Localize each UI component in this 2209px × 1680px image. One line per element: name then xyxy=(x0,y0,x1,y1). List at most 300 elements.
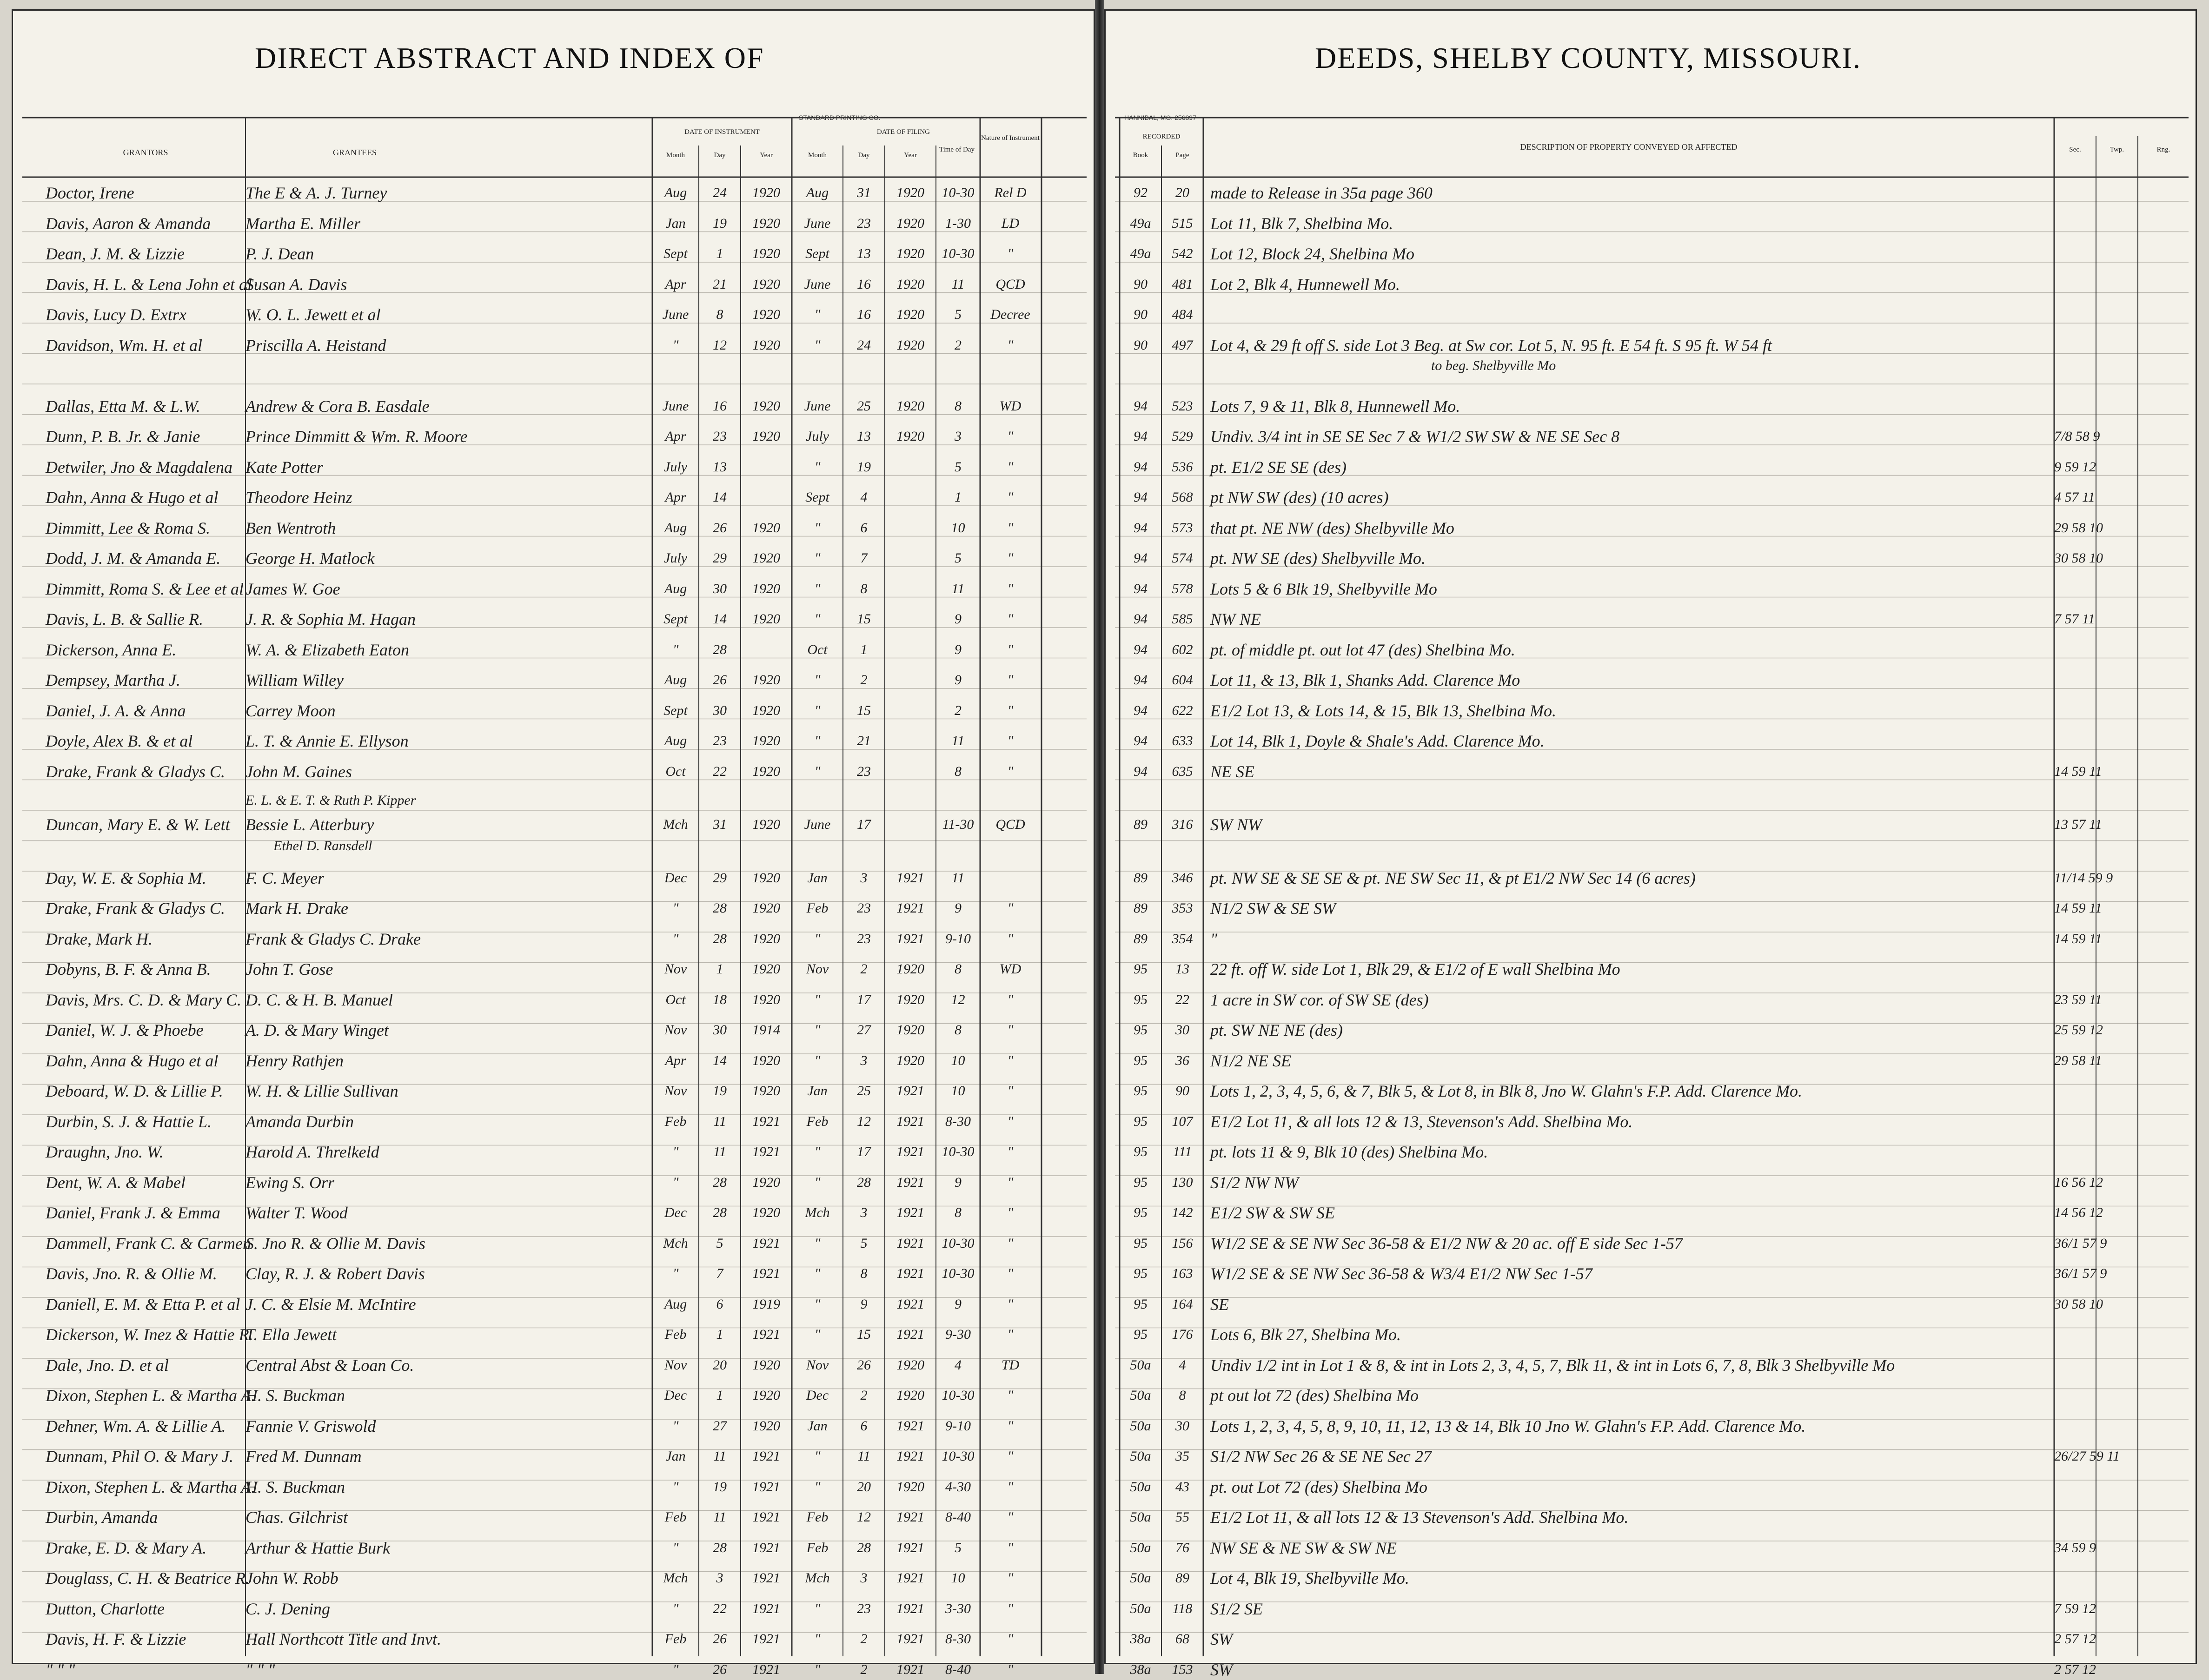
cell-f-month: Mch xyxy=(805,1570,830,1586)
cell-f-month: Nov xyxy=(806,961,829,977)
cell-f-month: " xyxy=(814,1449,821,1464)
header-twp: Twp. xyxy=(2109,146,2124,153)
cell-f-day: 16 xyxy=(857,307,871,322)
cell-nature: " xyxy=(1007,931,1014,946)
cell-nature: " xyxy=(1007,489,1014,505)
cell-f-month: " xyxy=(814,1022,821,1038)
cell-f-time: 9-10 xyxy=(945,931,971,946)
cell-book: 95 xyxy=(1134,1235,1148,1251)
cell-description: W1/2 SE & SE NW Sec 36-58 & E1/2 NW & 20 ac. off E side Sec 1-57 xyxy=(1210,1234,1683,1253)
header-rng: Rng. xyxy=(2156,146,2170,153)
cell-description: pt. SW NE NE (des) xyxy=(1210,1021,1343,1040)
cell-grantee: George H. Matlock xyxy=(245,549,375,568)
cell-f-year: 1921 xyxy=(896,1266,924,1282)
cell-i-year: 1921 xyxy=(752,1540,780,1555)
cell-f-time: 1-30 xyxy=(945,215,971,231)
cell-grantor: Drake, Mark H. xyxy=(46,929,153,948)
cell-f-month: " xyxy=(814,581,821,596)
cell-grantor: Drake, Frank & Gladys C. xyxy=(46,899,225,918)
cell-f-year: 1921 xyxy=(896,870,924,886)
cell-page: 354 xyxy=(1172,931,1193,946)
cell-f-day: 31 xyxy=(857,185,871,200)
cell-i-year: 1920 xyxy=(752,581,780,596)
cell-i-month: Oct xyxy=(665,763,686,779)
cell-description: Lots 1, 2, 3, 4, 5, 8, 9, 10, 11, 12, 13 & 14, Blk 10 Jno W. Glahn's F.P. Add. Clarence Mo. xyxy=(1210,1416,1806,1435)
cell-f-day: 11 xyxy=(857,1449,870,1464)
cell-i-month: " xyxy=(672,1479,679,1495)
cell-nature: " xyxy=(1007,429,1014,444)
cell-grantor: Davis, H. F. & Lizzie xyxy=(46,1630,186,1649)
cell-i-day: 28 xyxy=(713,931,727,946)
cell-i-month: Aug xyxy=(664,733,687,748)
cell-i-day: 24 xyxy=(713,185,727,200)
cell-page: 542 xyxy=(1172,246,1193,261)
cell-book: 94 xyxy=(1134,672,1148,688)
cell-f-year: 1921 xyxy=(896,1144,924,1160)
cell-i-day: 14 xyxy=(713,611,727,627)
cell-f-time: 11 xyxy=(951,276,965,292)
cell-book: 95 xyxy=(1134,1296,1148,1312)
cell-description: S1/2 NW NW xyxy=(1210,1173,1299,1192)
cell-i-day: 19 xyxy=(713,215,727,231)
cell-i-month: Aug xyxy=(664,185,687,200)
cell-description: S1/2 NW Sec 26 & SE NE Sec 27 xyxy=(1210,1447,1432,1466)
cell-str: 36/1 57 9 xyxy=(2054,1235,2107,1251)
cell-nature: " xyxy=(1007,1327,1014,1343)
cell-i-year: 1920 xyxy=(752,931,780,946)
cell-f-month: " xyxy=(814,520,821,536)
cell-page: 130 xyxy=(1172,1174,1193,1190)
cell-i-year: 1920 xyxy=(752,817,780,833)
cell-i-day: 5 xyxy=(716,1235,723,1251)
cell-description: pt. of middle pt. out lot 47 (des) Shelbina Mo. xyxy=(1210,640,1515,659)
cell-i-month: " xyxy=(672,1418,679,1434)
cell-book: 50a xyxy=(1130,1357,1151,1373)
cell-f-time: 8 xyxy=(955,1022,962,1038)
cell-i-day: 19 xyxy=(713,1083,727,1099)
cell-i-month: " xyxy=(672,337,679,353)
cell-f-year: 1920 xyxy=(896,1388,924,1403)
cell-i-year: 1920 xyxy=(752,763,780,779)
cell-f-year: 1921 xyxy=(896,1540,924,1555)
cell-grantor: Dunnam, Phil O. & Mary J. xyxy=(46,1447,233,1466)
cell-description: E1/2 Lot 11, & all lots 12 & 13, Stevenson's Add. Shelbina Mo. xyxy=(1210,1112,1633,1131)
cell-f-time: 8-40 xyxy=(945,1661,971,1677)
cell-i-month: Aug xyxy=(664,581,687,596)
cell-f-month: " xyxy=(814,611,821,627)
cell-page: 346 xyxy=(1172,870,1193,886)
cell-i-year: 1920 xyxy=(752,672,780,688)
cell-grantee: The E & A. J. Turney xyxy=(245,184,387,202)
cell-i-day: 1 xyxy=(716,1388,723,1403)
cell-i-year: 1920 xyxy=(752,520,780,536)
cell-f-day: 2 xyxy=(860,1661,868,1677)
cell-i-day: 23 xyxy=(713,429,727,444)
cell-f-time: 9-30 xyxy=(945,1327,971,1343)
cell-i-day: 30 xyxy=(713,702,727,718)
cell-book: 89 xyxy=(1134,931,1148,946)
cell-grantor: Drake, Frank & Gladys C. xyxy=(46,762,225,781)
cell-i-month: Feb xyxy=(664,1509,687,1525)
cell-nature: " xyxy=(1007,550,1014,566)
cell-description: pt. out Lot 72 (des) Shelbina Mo xyxy=(1210,1477,1427,1496)
cell-f-month: Sept xyxy=(805,489,829,505)
cell-grantee: T. Ella Jewett xyxy=(245,1325,337,1344)
cell-i-year: 1920 xyxy=(752,215,780,231)
left-page xyxy=(12,9,1095,1679)
cell-f-time: 10 xyxy=(951,1570,965,1586)
cell-i-year: 1914 xyxy=(752,1022,780,1038)
cell-f-day: 12 xyxy=(857,1509,871,1525)
cell-grantee: Bessie L. Atterbury xyxy=(245,815,374,834)
cell-i-day: 28 xyxy=(713,1205,727,1221)
cell-i-day: 11 xyxy=(713,1449,726,1464)
cell-page: 30 xyxy=(1175,1022,1189,1038)
cell-page: 515 xyxy=(1172,215,1193,231)
cell-f-year: 1921 xyxy=(896,1449,924,1464)
cell-i-month: Feb xyxy=(664,1631,687,1647)
cell-f-year: 1920 xyxy=(896,1022,924,1038)
cell-str: 29 58 11 xyxy=(2054,1052,2102,1068)
cell-f-month: " xyxy=(814,1479,821,1495)
cell-f-month: Feb xyxy=(806,1113,829,1129)
cell-grantor: Day, W. E. & Sophia M. xyxy=(46,868,206,887)
cell-description: pt NW SW (des) (10 acres) xyxy=(1210,488,1389,507)
cell-grantor: Doyle, Alex B. & et al xyxy=(46,732,193,750)
cell-description: E1/2 Lot 13, & Lots 14, & 15, Blk 13, Shelbina Mo. xyxy=(1210,701,1556,720)
cell-i-month: June xyxy=(662,398,689,414)
header-page: Page xyxy=(1175,152,1189,159)
cell-f-month: July xyxy=(806,429,829,444)
cell-nature: QCD xyxy=(995,276,1025,292)
cell-book: 94 xyxy=(1134,520,1148,536)
cell-nature: " xyxy=(1007,1479,1014,1495)
cell-f-day: 4 xyxy=(860,489,868,505)
cell-page: 156 xyxy=(1172,1235,1193,1251)
cell-grantor: Dahn, Anna & Hugo et al xyxy=(46,488,219,507)
cell-page: 523 xyxy=(1172,398,1193,414)
cell-page: 574 xyxy=(1172,550,1193,566)
cell-grantee: Fred M. Dunnam xyxy=(245,1447,362,1466)
cell-grantor: Dodd, J. M. & Amanda E. xyxy=(46,549,221,568)
cell-i-year: 1921 xyxy=(752,1509,780,1525)
cell-grantee: H. S. Buckman xyxy=(245,1386,345,1405)
cell-page: 36 xyxy=(1175,1052,1189,1068)
cell-book: 89 xyxy=(1134,900,1148,916)
cell-i-day: 26 xyxy=(713,672,727,688)
cell-str: 9 59 12 xyxy=(2054,459,2096,475)
cell-nature: " xyxy=(1007,1205,1014,1221)
cell-description: Lot 12, Block 24, Shelbina Mo xyxy=(1210,245,1414,263)
cell-f-month: " xyxy=(814,459,821,475)
cell-i-month: Sept xyxy=(663,246,688,261)
header-recorded: RECORDED xyxy=(1142,133,1181,140)
cell-page: 142 xyxy=(1172,1205,1193,1221)
cell-grantee: Harold A. Threlkeld xyxy=(245,1143,379,1162)
cell-nature: " xyxy=(1007,1235,1014,1251)
cell-i-day: 8 xyxy=(716,307,723,322)
cell-f-month: Feb xyxy=(806,900,829,916)
cell-grantee: J. R. & Sophia M. Hagan xyxy=(245,610,416,628)
cell-i-day: 11 xyxy=(713,1509,726,1525)
cell-book: 90 xyxy=(1134,337,1148,353)
cell-i-month: " xyxy=(672,642,679,657)
cell-f-month: " xyxy=(814,1601,821,1616)
cell-f-month: Feb xyxy=(806,1509,829,1525)
cell-i-month: " xyxy=(672,1661,679,1677)
cell-page: 484 xyxy=(1172,307,1193,322)
cell-f-time: 5 xyxy=(955,307,962,322)
cell-description: pt. NW SE & SE SE & pt. NE SW Sec 11, & pt E1/2 NW Sec 14 (6 acres) xyxy=(1210,868,1696,887)
cell-grantor: Daniel, W. J. & Phoebe xyxy=(46,1021,204,1040)
cell-f-year: 1921 xyxy=(896,1509,924,1525)
cell-f-month: " xyxy=(814,1144,821,1160)
cell-f-day: 19 xyxy=(857,459,871,475)
cell-str: 2 57 12 xyxy=(2054,1661,2096,1677)
cell-i-month: Jan xyxy=(665,1449,686,1464)
cell-f-month: " xyxy=(814,1266,821,1282)
cell-f-time: 9 xyxy=(955,1174,962,1190)
cell-grantee: Fannie V. Griswold xyxy=(245,1416,376,1435)
cell-book: 94 xyxy=(1134,550,1148,566)
cell-book: 49a xyxy=(1130,215,1151,231)
cell-f-month: Feb xyxy=(806,1540,829,1555)
cell-f-day: 25 xyxy=(857,1083,871,1099)
cell-i-year: 1920 xyxy=(752,550,780,566)
cell-f-month: " xyxy=(814,702,821,718)
cell-i-year: 1920 xyxy=(752,307,780,322)
cell-grantee: J. C. & Elsie M. McIntire xyxy=(245,1295,416,1314)
cell-grantee: William Willey xyxy=(245,671,344,689)
cell-grantee: Susan A. Davis xyxy=(245,275,347,294)
cell-grantee: A. D. & Mary Winget xyxy=(245,1021,389,1040)
cell-book: 94 xyxy=(1134,429,1148,444)
cell-book: 89 xyxy=(1134,870,1148,886)
cell-book: 50a xyxy=(1130,1388,1151,1403)
cell-f-year: 1920 xyxy=(896,429,924,444)
cell-page: 578 xyxy=(1172,581,1193,596)
cell-f-day: 28 xyxy=(857,1540,871,1555)
cell-i-day: 18 xyxy=(713,992,727,1007)
cell-grantor: Davis, L. B. & Sallie R. xyxy=(46,610,203,628)
cell-nature: " xyxy=(1007,246,1014,261)
cell-f-time: 9-10 xyxy=(945,1418,971,1434)
cell-page: 89 xyxy=(1175,1570,1189,1586)
cell-book: 50a xyxy=(1130,1418,1151,1434)
cell-book: 95 xyxy=(1134,1022,1148,1038)
cell-description: Lot 11, & 13, Blk 1, Shanks Add. Clarence Mo xyxy=(1210,671,1520,689)
cell-grantee: Amanda Durbin xyxy=(245,1112,354,1131)
cell-grantee: Prince Dimmitt & Wm. R. Moore xyxy=(245,427,468,446)
cell-description: N1/2 NE SE xyxy=(1210,1051,1292,1070)
cell-page: 568 xyxy=(1172,489,1193,505)
cell-f-time: 9 xyxy=(955,1296,962,1312)
cell-f-day: 3 xyxy=(860,1570,868,1586)
cell-f-month: " xyxy=(814,931,821,946)
cell-f-month: " xyxy=(814,1052,821,1068)
cell-str: 7 59 12 xyxy=(2054,1601,2096,1616)
cell-f-time: 10-30 xyxy=(942,1235,975,1251)
cell-grantor: Dobyns, B. F. & Anna B. xyxy=(46,960,211,979)
cell-i-month: Nov xyxy=(664,1022,687,1038)
cell-i-month: Apr xyxy=(665,429,686,444)
cell-book: 95 xyxy=(1134,992,1148,1007)
cell-page: 90 xyxy=(1175,1083,1189,1099)
cell-i-day: 20 xyxy=(713,1357,727,1373)
cell-i-day: 30 xyxy=(713,581,727,596)
cell-grantor: Davis, H. L. & Lena John et al xyxy=(46,275,252,294)
printer-mark-right: HANNIBAL, MO. 256897 xyxy=(1124,114,1196,121)
cell-description: S1/2 SE xyxy=(1210,1599,1263,1618)
cell-page: 635 xyxy=(1172,763,1193,779)
cell-i-month: Apr xyxy=(665,489,686,505)
cell-grantor: Dent, W. A. & Mabel xyxy=(46,1173,186,1192)
cell-i-year: 1920 xyxy=(752,1418,780,1434)
cell-grantee: Central Abst & Loan Co. xyxy=(245,1356,414,1375)
cell-f-time: 4 xyxy=(955,1357,962,1373)
cell-grantee: Arthur & Hattie Burk xyxy=(245,1538,390,1557)
cell-grantee: John W. Robb xyxy=(245,1569,338,1588)
cell-f-day: 15 xyxy=(857,1327,871,1343)
cell-description: 1 acre in SW cor. of SW SE (des) xyxy=(1210,990,1429,1009)
cell-book: 50a xyxy=(1130,1509,1151,1525)
cell-f-time: 11 xyxy=(951,733,965,748)
cell-book: 95 xyxy=(1134,1205,1148,1221)
cell-grantor: Daniell, E. M. & Etta P. et al xyxy=(46,1295,240,1314)
cell-book: 94 xyxy=(1134,611,1148,627)
cell-grantor: Dixon, Stephen L. & Martha A. xyxy=(46,1477,256,1496)
cell-f-year: 1921 xyxy=(896,1570,924,1586)
cell-f-month: " xyxy=(814,992,821,1007)
cell-f-time: 2 xyxy=(955,337,962,353)
cell-description: SE xyxy=(1210,1295,1229,1314)
cell-i-day: 27 xyxy=(713,1418,727,1434)
cell-i-year: 1920 xyxy=(752,429,780,444)
cell-i-day: 21 xyxy=(713,276,727,292)
cell-i-year: 1920 xyxy=(752,1174,780,1190)
cell-f-day: 15 xyxy=(857,702,871,718)
cell-description: E1/2 Lot 11, & all lots 12 & 13 Stevenson's Add. Shelbina Mo. xyxy=(1210,1508,1629,1527)
cell-nature: " xyxy=(1007,1052,1014,1068)
cell-description: Lots 5 & 6 Blk 19, Shelbyville Mo xyxy=(1210,579,1437,598)
cell-i-year: 1920 xyxy=(752,398,780,414)
cell-i-month: Feb xyxy=(664,1327,687,1343)
cell-f-year: 1921 xyxy=(896,1296,924,1312)
cell-str: 30 58 10 xyxy=(2054,1296,2103,1312)
cell-page: 353 xyxy=(1172,900,1193,916)
cell-book: 50a xyxy=(1130,1601,1151,1616)
cell-i-month: Sept xyxy=(663,611,688,627)
cell-description: that pt. NE NW (des) Shelbyville Mo xyxy=(1210,518,1454,537)
cell-f-time: 5 xyxy=(955,550,962,566)
header-filing-day: Day xyxy=(858,152,870,159)
cell-description: pt out lot 72 (des) Shelbina Mo xyxy=(1210,1386,1419,1405)
cell-description: Lots 7, 9 & 11, Blk 8, Hunnewell Mo. xyxy=(1210,397,1460,416)
cell-i-day: 28 xyxy=(713,900,727,916)
cell-i-month: Mch xyxy=(663,1235,688,1251)
header-description: DESCRIPTION OF PROPERTY CONVEYED OR AFFECTED xyxy=(1520,142,1738,152)
cell-grantee: Mark H. Drake xyxy=(245,899,348,918)
cell-f-time: 3-30 xyxy=(945,1601,971,1616)
cell-grantee: James W. Goe xyxy=(245,579,340,598)
cell-f-time: 1 xyxy=(955,489,962,505)
cell-f-time: 8 xyxy=(955,961,962,977)
cell-f-month: " xyxy=(814,733,821,748)
cell-f-time: 8-30 xyxy=(945,1631,971,1647)
cell-str: 14 59 11 xyxy=(2054,763,2102,779)
cell-grantor: Dehner, Wm. A. & Lillie A. xyxy=(46,1416,226,1435)
cell-i-day: 14 xyxy=(713,1052,727,1068)
cell-book: 94 xyxy=(1134,581,1148,596)
cell-book: 94 xyxy=(1134,642,1148,657)
cell-page: 497 xyxy=(1172,337,1193,353)
cell-grantor: Durbin, S. J. & Hattie L. xyxy=(46,1112,212,1131)
cell-nature: " xyxy=(1007,672,1014,688)
cell-grantor: Douglass, C. H. & Beatrice R. xyxy=(46,1569,250,1588)
cell-page: 602 xyxy=(1172,642,1193,657)
cell-description: SW xyxy=(1210,1630,1233,1649)
cell-f-year: 1920 xyxy=(896,215,924,231)
cell-description: NW NE xyxy=(1210,610,1261,628)
cell-i-month: Aug xyxy=(664,520,687,536)
cell-i-year: 1920 xyxy=(752,246,780,261)
cell-i-month: Oct xyxy=(665,992,686,1007)
cell-nature: " xyxy=(1007,763,1014,779)
cell-grantee: Walter T. Wood xyxy=(245,1204,348,1223)
cell-f-year: 1920 xyxy=(896,1479,924,1495)
cell-f-month: June xyxy=(804,398,831,414)
cell-f-month: " xyxy=(814,1235,821,1251)
cell-page: 633 xyxy=(1172,733,1193,748)
cell-str: 26/27 59 11 xyxy=(2054,1449,2120,1464)
cell-f-time: 9 xyxy=(955,900,962,916)
cell-f-day: 16 xyxy=(857,276,871,292)
cell-page: 316 xyxy=(1172,817,1193,833)
cell-f-time: 11 xyxy=(951,870,965,886)
cell-f-day: 2 xyxy=(860,1631,868,1647)
cell-i-year: 1921 xyxy=(752,1661,780,1677)
cell-f-time: 5 xyxy=(955,1540,962,1555)
cell-nature: WD xyxy=(999,398,1022,414)
cell-description-continued: to beg. Shelbyville Mo xyxy=(1431,357,1556,373)
cell-i-year: 1921 xyxy=(752,1327,780,1343)
cell-f-month: June xyxy=(804,215,831,231)
cell-description: pt. NW SE (des) Shelbyville Mo. xyxy=(1210,549,1426,568)
cell-nature: " xyxy=(1007,1296,1014,1312)
cell-f-year: 1920 xyxy=(896,337,924,353)
cell-i-month: Nov xyxy=(664,961,687,977)
cell-i-month: Apr xyxy=(665,276,686,292)
cell-i-month: July xyxy=(664,550,687,566)
cell-i-day: 1 xyxy=(716,961,723,977)
cell-page: 585 xyxy=(1172,611,1193,627)
cell-i-month: " xyxy=(672,1540,679,1555)
cell-grantee: W. O. L. Jewett et al xyxy=(245,305,381,324)
cell-grantor: Dimmitt, Lee & Roma S. xyxy=(46,518,210,537)
cell-i-month: Feb xyxy=(664,1113,687,1129)
cell-grantor: Dean, J. M. & Lizzie xyxy=(46,245,185,263)
cell-f-day: 23 xyxy=(857,215,871,231)
cell-f-day: 2 xyxy=(860,1388,868,1403)
cell-i-day: 12 xyxy=(713,337,727,353)
cell-grantee: " " " xyxy=(245,1660,275,1679)
cell-f-day: 21 xyxy=(857,733,871,748)
cell-str: 30 58 10 xyxy=(2054,550,2103,566)
cell-f-time: 2 xyxy=(955,702,962,718)
cell-f-day: 12 xyxy=(857,1113,871,1129)
header-sec: Sec. xyxy=(2069,146,2081,153)
cell-grantee: John T. Gose xyxy=(245,960,333,979)
